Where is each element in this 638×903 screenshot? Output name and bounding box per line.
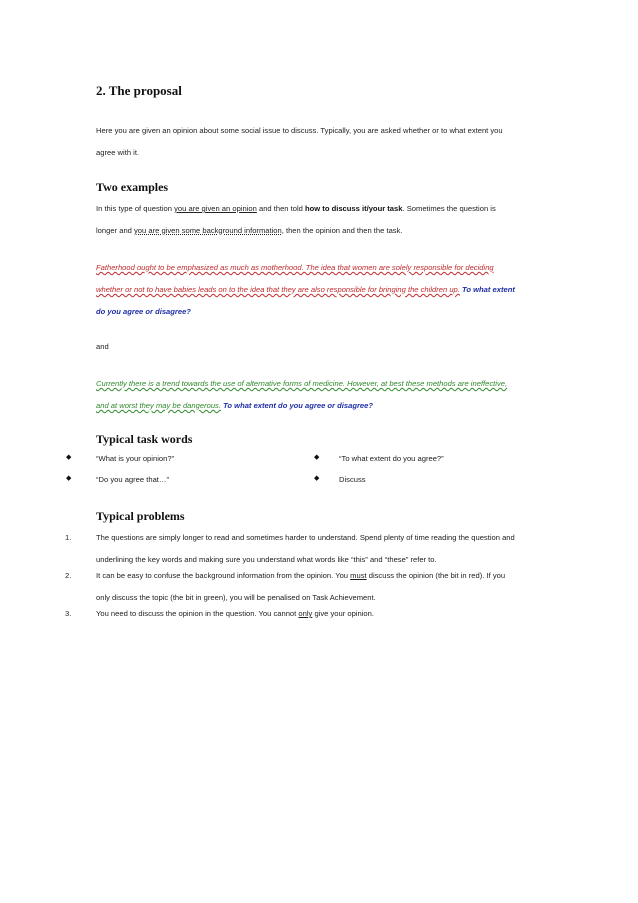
problem-1-line-2: underlining the key words and making sure you understand what words like “this” and “these” refer to. — [96, 555, 437, 564]
text: In this type of question — [96, 204, 175, 213]
intro-line-2: agree with it. — [96, 148, 140, 157]
intro-line-1: Here you are given an opinion about some social issue to discuss. Typically, you are asked whether or to what extent you — [96, 126, 503, 135]
section-heading-problems: Typical problems — [96, 509, 185, 523]
text: give your opinion. — [312, 609, 374, 618]
text: It can be easy to confuse the background information from the opinion. You — [96, 571, 351, 580]
task-text: To what extent — [459, 285, 515, 294]
task-text: To what extent do you agree or disagree? — [220, 401, 373, 410]
opinion-text: whether or not to have babies leads on to the idea that they are also responsible for bringing the children up. — [96, 285, 460, 294]
page-title: 2. The proposal — [96, 83, 182, 98]
underlined-text: must — [350, 571, 367, 580]
examples-line-2 — [96, 219, 556, 242]
section-heading-task-words: Typical task words — [96, 432, 193, 446]
task-word-item: “To what extent do you agree?” — [339, 454, 444, 463]
opinion-text: Fatherhood ought to be emphasized as much as motherhood. The idea that women are solely responsible for deciding — [96, 263, 494, 272]
bullet-icon: ◆ — [66, 454, 72, 461]
example2-line-2 — [96, 394, 556, 417]
problem-2-line-1 — [96, 564, 505, 587]
text: discuss the opinion (the bit in red). If you — [366, 571, 506, 580]
task-text: do you agree or disagree? — [96, 307, 191, 316]
bullet-icon: ◆ — [314, 454, 320, 461]
text: and then told — [256, 204, 305, 213]
text: You need to discuss the opinion in the question. You cannot — [96, 609, 299, 618]
underlined-text: you are given an opinion — [174, 204, 257, 213]
problem-1-line-1: The questions are simply longer to read and sometimes harder to understand. Spend plenty of time reading the question and — [96, 533, 515, 542]
list-number: 3. — [65, 609, 72, 618]
example1-line-1 — [96, 256, 556, 279]
task-word-item: Discuss — [339, 475, 366, 484]
topic-text: and at worst they may be dangerous. — [96, 401, 221, 410]
bullet-icon: ◆ — [314, 475, 320, 482]
text: , then the opinion and then the task. — [281, 226, 403, 235]
list-number: 1. — [65, 533, 72, 542]
bold-text: how to discuss it/your task — [305, 204, 403, 213]
and-text: and — [96, 342, 109, 351]
text: longer and — [96, 226, 134, 235]
section-heading-two-examples: Two examples — [96, 180, 169, 194]
underlined-text: only — [298, 609, 313, 618]
topic-text: Currently there is a trend towards the use of alternative forms of medicine. However, at best these methods are ineffective, — [96, 379, 508, 388]
problem-3-line-1 — [96, 602, 374, 625]
task-word-item: “Do you agree that…” — [96, 475, 170, 484]
example2-line-1 — [96, 372, 556, 395]
problem-2-line-2: only discuss the topic (the bit in green), you will be penalised on Task Achievement. — [96, 593, 376, 602]
example1-line-3 — [96, 300, 556, 323]
examples-line-1 — [96, 197, 556, 220]
underlined-text: you are given some background information — [134, 226, 282, 235]
text: . Sometimes the question is — [402, 204, 496, 213]
task-word-item: “What is your opinion?” — [96, 454, 175, 463]
list-number: 2. — [65, 571, 72, 580]
example1-line-2 — [96, 278, 556, 301]
bullet-icon: ◆ — [66, 475, 72, 482]
